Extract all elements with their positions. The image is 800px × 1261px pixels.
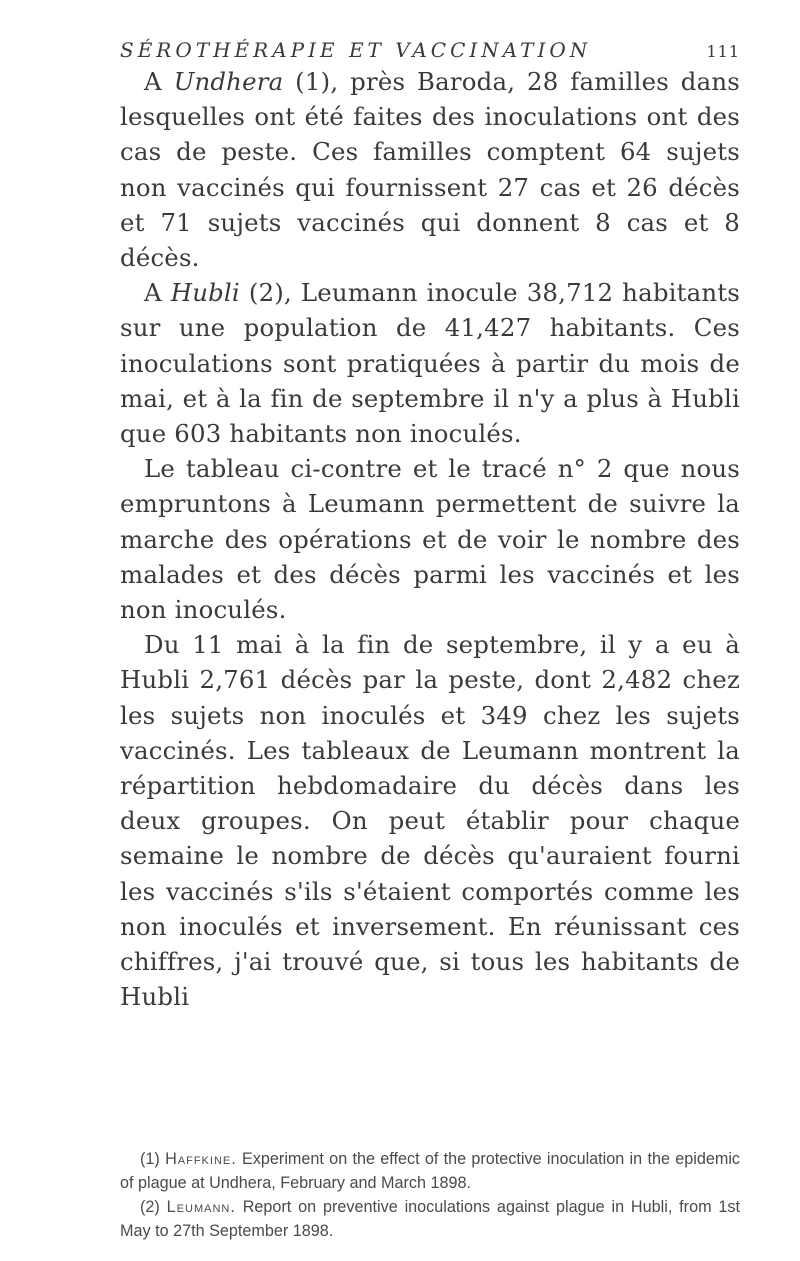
running-title: SÉROTHÉRAPIE ET VACCINATION: [120, 38, 592, 62]
paragraph: Du 11 mai à la fin de septembre, il y a eu à Hubli 2,761 décès par la peste, dont 2,482 chez les sujets non inoculés et 349 chez les sujets vaccinés. Les tableaux de Leumann montrent la répartition hebdomadaire du décès dans les deux groupes. On peut établir pour chaque semaine le nombre de décès qu'auraient fourni les vaccinés s'ils s'étaient comportés comme les non inoculés et inversement. En réunissant ces chiffres, j'ai trouvé que, si tous les habitants de Hubli: [120, 630, 740, 1012]
footnote-mark: (1): [140, 1150, 160, 1168]
footnote-mark: (2): [140, 1198, 160, 1216]
footnote: [120, 1195, 740, 1243]
page-number: 111: [706, 42, 740, 61]
place-name: Hubli: [170, 278, 240, 308]
paragraph: A Hubli (2), Leumann inocule 38,712 habitants sur une population de 41,427 habitants. Ces inoculations sont pratiquées à partir du mois de mai, et à la fin de septembre il n'y a plus à Hubli que 603 habitants non inoculés.: [120, 278, 741, 449]
footnote-ref: (1): [295, 67, 331, 96]
footnotes: [120, 1147, 740, 1243]
place-name: Undhera: [173, 67, 284, 96]
footnote-author: Leumann.: [166, 1198, 236, 1216]
footnote-author: Haffkine.: [165, 1150, 237, 1168]
footnote: [120, 1147, 740, 1195]
footnote-text: Experiment on the effect of the protective inoculation in the epidemic of plague at Undhera, February and March 1898.: [120, 1150, 741, 1192]
body-text: [120, 64, 740, 1014]
running-head: [120, 38, 740, 62]
paragraph: A Undhera (1), près Baroda, 28 familles dans lesquelles ont été faites des inoculations ont des cas de peste. Ces familles comptent 64 sujets non vaccinés qui fournissent 27 cas et 26 décès et 71 sujets vaccinés qui donnent 8 cas et 8 décès.: [120, 67, 740, 273]
paragraph-text: , Leumann inocule 38,712 habitants sur une population de 41,427 habitants. Ces inoculations sont pratiquées à partir du mois de mai, et à la fin de septembre il n'y a plus à Hubli que 603 habitants non inoculés.: [120, 278, 741, 449]
footnote-ref: (2): [248, 278, 285, 308]
paragraph: Le tableau ci-contre et le tracé n° 2 que nous empruntons à Leumann permettent de suivre la marche des opérations et de voir le nombre des malades et des décès parmi les vaccinés et les non inoculés.: [120, 454, 740, 625]
footnote-text: Report on preventive inoculations against plague in Hubli, from 1st May to 27th September 1898.: [120, 1198, 741, 1240]
paragraph-text: , près Baroda, 28 familles dans lesquelles ont été faites des inoculations ont des cas de peste. Ces familles comptent 64 sujets non vaccinés qui fournissent 27 cas et 26 décès et 71 sujets vaccinés qui donnent 8 cas et 8 décès.: [120, 67, 740, 273]
